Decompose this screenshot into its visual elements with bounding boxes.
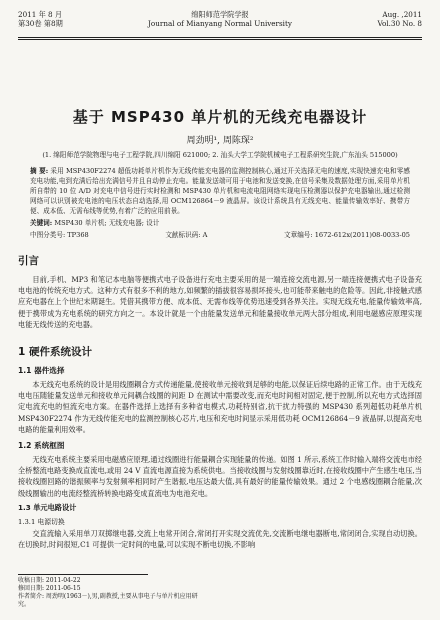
authors: 周劲明¹, 周陈琛² (186, 136, 254, 146)
section1-1-heading: 1.1 器件选择 (18, 366, 65, 376)
journal-name-cn: 绵阳师范学院学报 (191, 10, 249, 19)
footnote (18, 574, 208, 609)
section1-3-1-heading: 1.3.1 电源切换 (18, 517, 65, 526)
footnote-revised: 修回日期: 2011-06-15 (18, 585, 81, 592)
abstract (18, 166, 422, 216)
footnote-rule (18, 574, 148, 575)
header-volume: 第30卷 第8期 (18, 19, 63, 28)
abstract-label: 摘 要: (30, 167, 49, 175)
keywords (18, 217, 422, 227)
section1-heading: 1 硬件系统设计 (18, 346, 92, 359)
keywords-label: 关键词: (30, 219, 53, 227)
header-rule (18, 37, 422, 38)
section1-3-heading: 1.3 单元电路设计 (18, 502, 77, 512)
section1-2-heading: 1.2 系统框图 (18, 441, 65, 451)
section1-2-paragraph: 无线充电系统主要采用电磁感应原理,通过线圈进行能量耦合实现能量的传递。如图 1 所示,系统工作时输入端将交流电市经全桥整流电路变换成直流电,或用 24 V 直流电源直接为系统供电。当接收线圈与发射线圈靠近时,在接收线圈中产生感生电压,当接收线圈回路的谐振频率与发射频率相同时产生谐振,电压达最大值,具有最好的能量传输效果。通过 2 个电感线圈耦合能量,次级线圈输出的电流经整流桥转换电路变成直流电为电池充电。 (18, 455, 422, 498)
header-volume-en: Vol.30 No. 8 (377, 19, 422, 28)
document-code: 文献标识码: A (165, 231, 208, 239)
paper-page (18, 10, 422, 550)
journal-name-en: Journal of Mianyang Normal University (148, 19, 292, 28)
section1-3-1-paragraph: 交直流输入采用单刀双掷继电器,交流上电常开闭合,常闭打开实现交流优先,交流断电继电器断电,常闭闭合,实现自动切换。在切换时,时间很短,C1 可提供一定时间的电量,可以实现不断电切换,不影响 (18, 528, 422, 550)
clc-number: 中图分类号: TP368 (30, 231, 89, 239)
header-rule-thin (18, 39, 422, 40)
intro-paragraph: 目前,手机、MP3 和笔记本电脑等便携式电子设备进行充电主要采用的是一端连接交流电源,另一端连接便携式电子设备充电电池的传统充电方式。这种方式有很多不利的地方,如频繁的插拔很容易损坏接头,也可能带来触电的危险等。因此,非接触式感应充电器在上个世纪末期诞生。凭借其携带方便、成本低、无需布线等优势迅速受到各界关注。实现无线充电,能量传输效率高,便于携带成为充电系统的研究方向之一。本设计就是一个由能量发送单元和能量接收单元两大部分组成,利用电磁感应原理实现电能无线传送的充电器。 (18, 275, 422, 329)
journal-header (18, 10, 422, 36)
footnote-received: 收稿日期: 2011-04-22 (18, 577, 81, 584)
affiliation: (1. 绵阳师范学院物理与电子工程学院,四川绵阳 621000; 2. 汕头大学工学院机械电子工程系研究生院,广东汕头 515000) (42, 151, 398, 159)
article-number: 文章编号: 1672-612x(2011)08-0033-05 (284, 231, 410, 239)
keywords-text: MSP430 单片机; 无线充电器; 设计 (54, 219, 160, 227)
intro-heading: 引言 (18, 255, 39, 267)
footnote-author-bio: 作者简介: 周劲明(1963－),男,副教授,主要从事电子与单片机应用研究。 (18, 593, 198, 608)
header-center (18, 10, 422, 28)
classification-meta (18, 229, 422, 239)
header-date-en: Aug. ,2011 (382, 10, 422, 19)
header-date: 2011 年 8 月 (18, 10, 63, 19)
abstract-text: 采用 MSP430F2274 超低功耗单片机作为无线传能充电器的监测控制核心,通过开关选择无电的速度,实现快速充电和零感充电功能,电到充满后给出充满信号并且自动停止充电。能量发送端可用于电池和发送变换,在信号采集及数据处理方面,采用单片机所自带的 10 位 A/D 对充电中信号进行实时检测和 MSP430 单片机和电流电阻网络实现电压检测器以保护充电器输出,通过检测网络可以识别被充电池的电压状态自动选择,用 OCM126864－9 液晶屏。该设计系统具有无线充电、能量传输效率好、携带方便、成本低、无需布线等优势,有着广泛的应用前景。 (30, 167, 410, 215)
paper-title: 基于 MSP430 单片机的无线充电器设计 (72, 108, 368, 126)
section1-1-paragraph: 本无线充电系统的设计是用线圈耦合方式传递能量,使接收单元接收到足够的电能,以保证后续电路的正常工作。由于无线充电电压随能量发送单元和接收单元间耦合线圈的间距 D 在测试中需要改变,而充电时间相对固定,便于控制,所以充电方式选择固定电流充电的恒流充电方案。在器件选择上选择有多种省电模式,功耗特别省,抗干扰力特强的 MSP430 系列超低功耗单片机 MSP430F2274 作为无线传能充电的监测控制核心芯片,电压和充电时间显示采用低功耗 OCM126864－9 液晶屏,以提高充电电路的能量利用效率。 (18, 380, 422, 434)
header-right (377, 10, 422, 28)
